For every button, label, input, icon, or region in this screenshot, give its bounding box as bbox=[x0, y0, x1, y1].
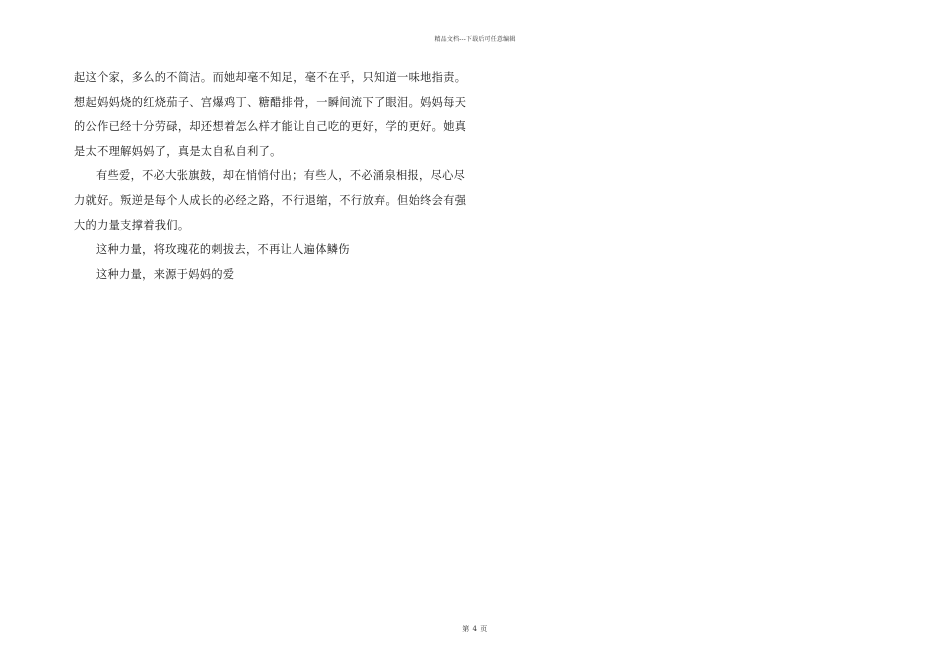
page-number: 第 4 页 bbox=[462, 625, 488, 633]
text-line: 这种力量，将玫瑰花的刺拔去，不再让人遍体鳞伤 bbox=[96, 243, 350, 257]
text-line: 起这个家，多么的不简洁。而她却毫不知足，毫不在乎，只知道一味地指责。 bbox=[74, 71, 467, 84]
text-line: 想起妈妈烧的红烧茄子、宫爆鸡丁、糖醋排骨，一瞬间流下了眼泪。妈妈每天 bbox=[74, 95, 467, 109]
text-line: 大的力量支撑着我们。 bbox=[74, 218, 190, 232]
text-line: 的公作已经十分劳碌，却还想着怎么样才能让自己吃的更好，学的更好。她真 bbox=[74, 120, 467, 134]
text-line: 力就好。叛逆是每个人成长的必经之路，不行退缩，不行放弃。但始终会有强 bbox=[74, 193, 467, 207]
text-line: 有些爱，不必大张旗鼓，却在悄悄付出；有些人，不必涌泉相报，尽心尽 bbox=[96, 169, 466, 183]
text-line: 是太不理解妈妈了，真是太自私自利了。 bbox=[74, 144, 282, 158]
body-text bbox=[74, 66, 467, 287]
page-header: 精品文档---下载后可任意编辑 bbox=[434, 36, 516, 43]
text-line: 这种力量，来源于妈妈的爱 bbox=[96, 267, 235, 281]
